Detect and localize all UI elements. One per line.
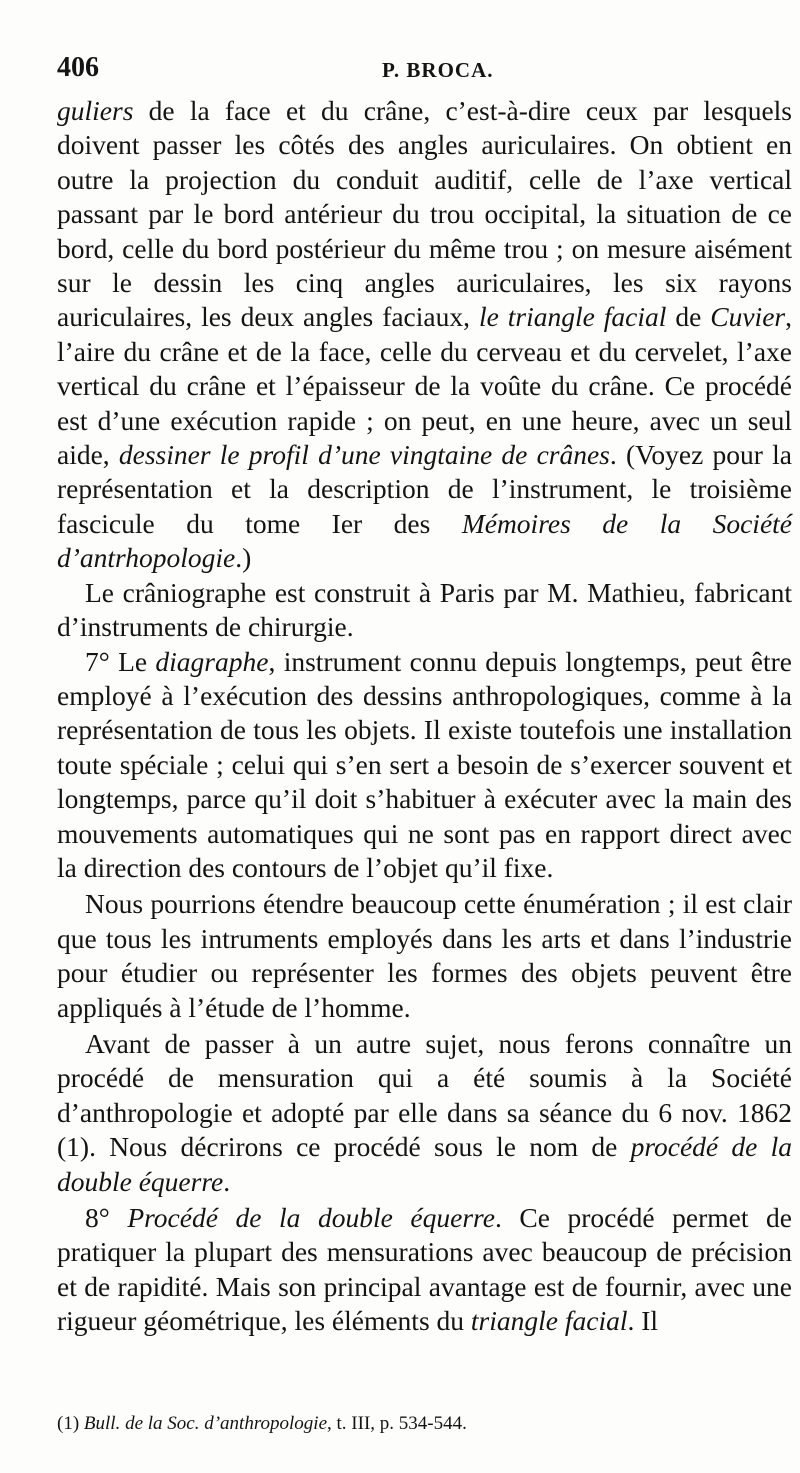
text-run: .) (235, 542, 252, 574)
italic-text: le triangle facial (478, 301, 667, 333)
text-run: . (223, 1165, 231, 1197)
italic-text: Cuvier (710, 301, 786, 333)
text-run: 8° (85, 1202, 128, 1233)
text-run: . (Voyez pour la représentation et la description de l’instrument, le troisième fascicule du tome Ier des (57, 439, 792, 539)
body-text (57, 94, 792, 1339)
paragraph (57, 887, 792, 1025)
text-run: Avant de passer à un autre sujet, nous ferons connaître un procédé de mensuration qui a été soumis à la Société d’anthropologie et adopté par elle dans sa séance du 6 nov. 1862 (1). Nous décrirons ce procédé sous le nom de (57, 1027, 792, 1163)
page-header (57, 52, 777, 88)
italic-text: dessiner le profil d’une vingtaine de crânes (118, 439, 610, 471)
text-run: , l’aire du crâne et de la face, celle du cerveau et du cervelet, l’axe vertical du crâne et l’épaisseur de la voûte du crâne. Ce procédé est d’une exécution rapide ; on peut, en une heure, avec un seul aide, (57, 301, 792, 471)
text-run: Nous pourrions étendre beaucoup cette énumération ; il est clair que tous les intruments employés dans les arts et dans l’industrie pour étudier ou représenter les formes des objets peuvent être appliqués à l’étude de l’homme. (57, 888, 792, 1023)
text-run: Le crâniographe est construit à Paris par M. Mathieu, fabricant d’instruments de chirurgie. (57, 576, 792, 643)
italic-text: triangle facial (470, 1305, 628, 1337)
italic-text: Bull. de la Soc. d’anthropologie (83, 1413, 328, 1434)
text-run: . Ce procédé permet de pratiquer la plupart des mensurations avec beaucoup de précision et de rapidité. Mais son principal avantage est de fournir, avec une rigueur géométrique, les éléments du (57, 1202, 792, 1337)
italic-text: Procédé de la double équerre (127, 1202, 495, 1233)
paragraph (57, 576, 792, 645)
text-run: , instrument connu depuis longtemps, peut être employé à l’exécution des dessins anthropologiques, comme à la représentation de tous les objets. Il existe toutefois une installation toute spéciale ; celui qui s’en sert a besoin de s’exercer souvent et longtemps, parce qu’il doit s’habituer à exécuter avec la main des mouvements automatiques qui ne sont pas en rapport direct avec la direction des contours de l’objet qu’il fixe. (57, 645, 792, 883)
text-run: , t. III, p. 534-544. (327, 1413, 467, 1434)
italic-text: guliers (57, 95, 134, 126)
italic-text: diagraphe (155, 645, 269, 677)
footnote (57, 1412, 777, 1436)
italic-text: Mémoires de la Société d’antrhopologie (57, 507, 792, 574)
text-run: de la face et du crâne, c’est-à-dire ceux par lesquels doivent passer les côtés des angles auriculaires. On obtient en outre la projection du conduit auditif, celle de l’axe vertical passant par le bord antérieur du trou occipital, la situation de ce bord, celle du bord postérieur du même trou ; on mesure aisément sur le dessin les cinq angles auriculaires, les six rayons auriculaires, les deux angles faciaux, (57, 95, 792, 333)
text-run: . Il (627, 1305, 659, 1337)
paragraph (57, 1027, 792, 1199)
text-run: 7° Le (85, 645, 156, 677)
paragraph (57, 1201, 792, 1339)
running-head: P. BROCA. (382, 58, 494, 82)
footnote-marker: (1) (57, 1413, 84, 1434)
paragraph (57, 645, 792, 886)
paragraph (57, 94, 792, 576)
footnote-text (84, 1413, 467, 1434)
text-run: de (666, 301, 711, 333)
page-number: 406 (57, 52, 99, 83)
italic-text: procédé de la double équerre (57, 1131, 792, 1197)
